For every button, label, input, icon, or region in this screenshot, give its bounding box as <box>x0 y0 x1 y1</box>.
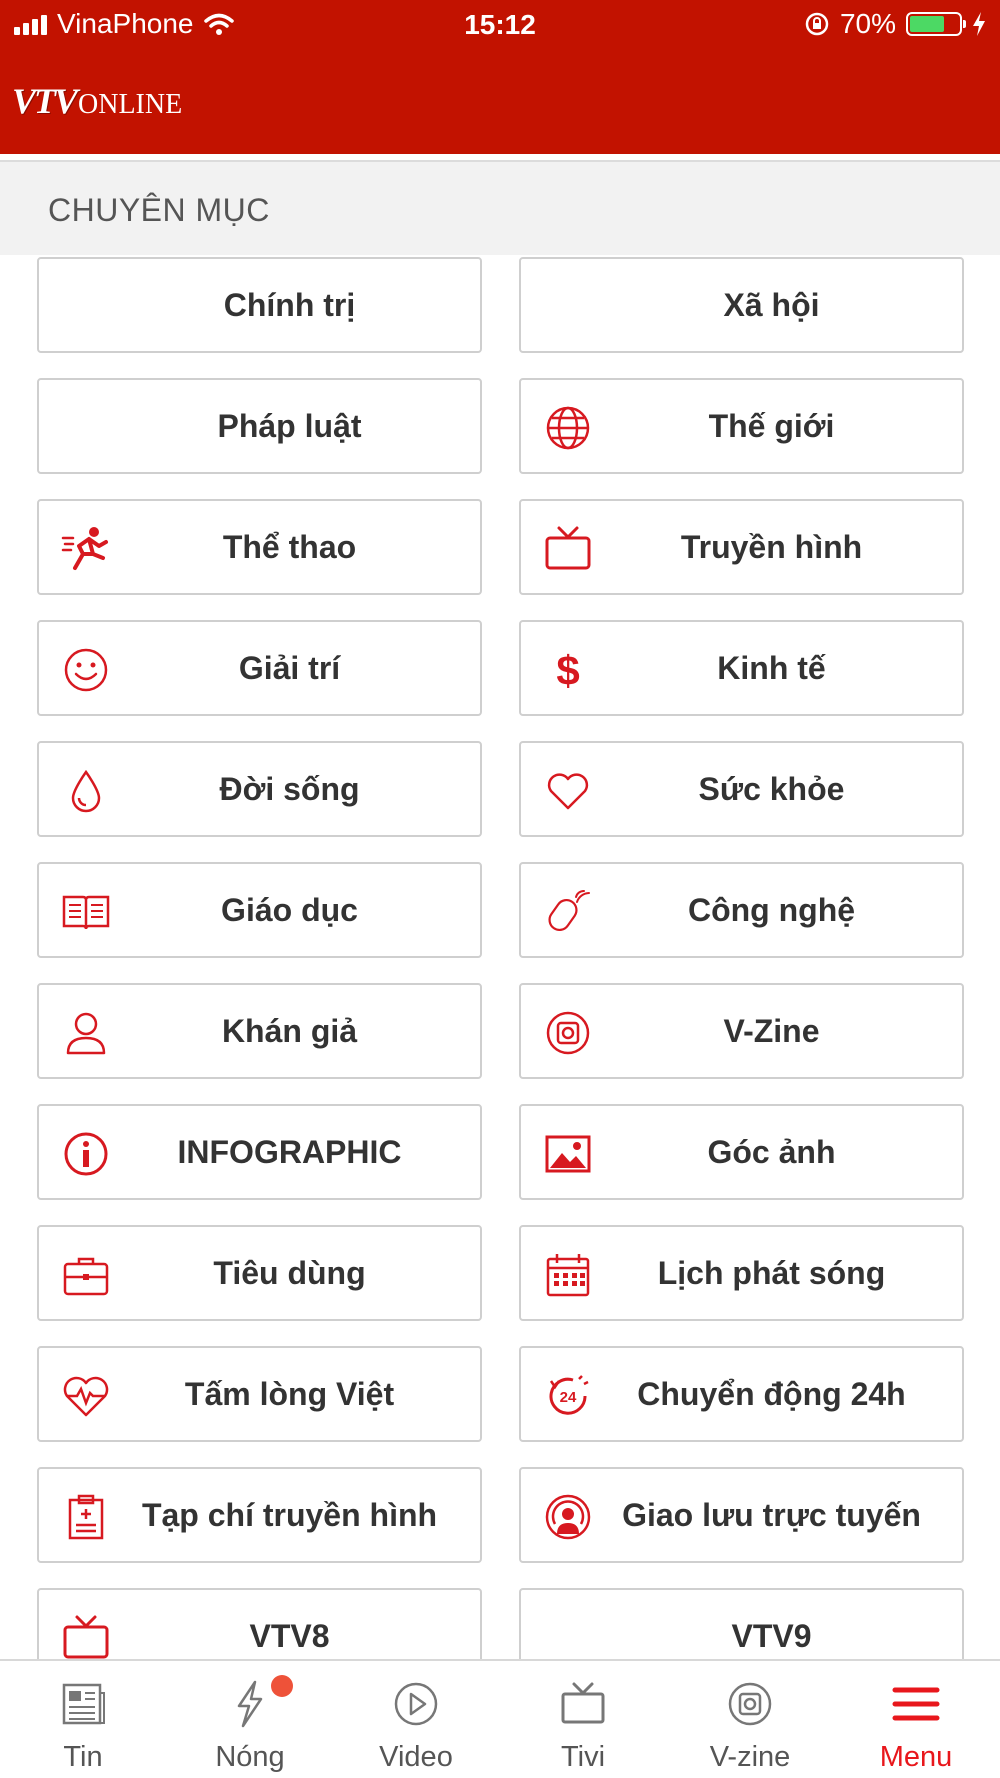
category-button[interactable] <box>37 983 482 1079</box>
category-button[interactable] <box>519 378 964 474</box>
category-label: V-Zine <box>723 1012 820 1049</box>
category-button[interactable] <box>519 1588 964 1659</box>
category-button[interactable] <box>519 862 964 958</box>
clipboard-icon <box>61 1492 111 1542</box>
rotation-lock-icon <box>804 11 830 37</box>
category-label: Tạp chí truyền hình <box>141 1496 438 1533</box>
category-label: Đời sống <box>219 770 360 807</box>
logo-mark: VTV <box>12 81 77 121</box>
category-button[interactable] <box>37 1588 482 1659</box>
category-label: Lịch phát sóng <box>657 1254 886 1291</box>
status-bar <box>0 0 1000 50</box>
category-button[interactable] <box>37 862 482 958</box>
section-title: CHUYÊN MỤC <box>48 192 270 228</box>
category-label: Truyền hình <box>680 528 863 565</box>
tab-label: Menu <box>879 1741 953 1773</box>
category-button[interactable] <box>37 499 482 595</box>
tab-menu[interactable] <box>833 1661 999 1778</box>
category-button[interactable] <box>37 1104 482 1200</box>
heart-icon <box>543 766 593 816</box>
category-label: Giải trí <box>238 649 341 686</box>
category-label: Giao lưu trực tuyến <box>622 1496 921 1533</box>
tab-tin[interactable] <box>0 1661 166 1778</box>
vzine-icon <box>543 1008 593 1058</box>
tab-label: Nóng <box>215 1741 285 1773</box>
battery-icon <box>906 12 962 36</box>
svg-text:24: 24 <box>559 1389 577 1406</box>
tab-nóng[interactable] <box>167 1661 333 1778</box>
newspaper-icon <box>58 1679 108 1729</box>
category-button[interactable] <box>519 620 964 716</box>
tab-label: V-zine <box>709 1741 791 1773</box>
category-label: VTV9 <box>731 1617 812 1654</box>
category-button[interactable] <box>37 741 482 837</box>
category-label: Thế giới <box>708 407 835 444</box>
app-header <box>0 0 1000 154</box>
tv-icon <box>543 524 593 574</box>
broadcast-icon <box>543 1492 593 1542</box>
carrier-name: VinaPhone <box>57 8 194 39</box>
play-icon <box>391 1679 441 1729</box>
category-grid <box>0 257 1000 1659</box>
clock: 15:12 <box>464 9 536 40</box>
clock24-icon <box>543 1371 593 1421</box>
logo-text: ONLINE <box>78 89 183 120</box>
tab-label: Video <box>379 1741 453 1773</box>
notification-badge <box>271 1675 293 1697</box>
category-label: Khán giả <box>221 1012 358 1049</box>
charging-icon <box>972 12 986 36</box>
category-label: Kinh tế <box>717 649 826 686</box>
category-label: Thể thao <box>222 528 357 565</box>
category-label: Công nghệ <box>687 891 856 928</box>
category-label: VTV8 <box>249 1617 330 1654</box>
category-label: Tiêu dùng <box>213 1254 366 1291</box>
bottom-tab-bar <box>0 1659 1000 1778</box>
runner-icon <box>61 524 111 574</box>
category-label: Tấm lòng Việt <box>184 1375 395 1412</box>
globe-icon <box>543 403 593 453</box>
tv-icon <box>61 1613 111 1659</box>
category-label: INFOGRAPHIC <box>177 1133 402 1170</box>
category-button[interactable] <box>37 620 482 716</box>
dollar-icon <box>543 645 593 695</box>
info-icon <box>61 1129 111 1179</box>
tab-label: Tivi <box>560 1741 606 1773</box>
image-icon <box>543 1129 593 1179</box>
category-label: Góc ảnh <box>707 1133 836 1170</box>
category-button[interactable] <box>37 1225 482 1321</box>
category-label: Pháp luật <box>217 407 362 444</box>
category-button[interactable] <box>519 741 964 837</box>
category-button[interactable] <box>519 1467 964 1563</box>
user-icon <box>61 1008 111 1058</box>
vtv-online-logo[interactable] <box>12 80 182 122</box>
category-button[interactable] <box>519 1225 964 1321</box>
category-label: Xã hội <box>723 286 820 323</box>
category-label: Chính trị <box>223 286 356 323</box>
mouse-icon <box>543 887 593 937</box>
drop-icon <box>61 766 111 816</box>
lightning-icon <box>225 1679 275 1729</box>
smiley-icon <box>61 645 111 695</box>
category-button[interactable] <box>519 1104 964 1200</box>
book-icon <box>61 887 111 937</box>
category-button[interactable] <box>37 1346 482 1442</box>
section-header <box>0 160 1000 255</box>
tab-tivi[interactable] <box>500 1661 666 1778</box>
category-button[interactable] <box>519 499 964 595</box>
tab-label: Tin <box>63 1741 103 1773</box>
category-button[interactable] <box>519 257 964 353</box>
svg-text:$: $ <box>556 647 580 694</box>
category-button[interactable] <box>519 983 964 1079</box>
menu-icon <box>891 1679 941 1729</box>
heartbeat-icon <box>61 1371 111 1421</box>
category-button[interactable] <box>37 378 482 474</box>
battery-percent: 70% <box>839 8 896 39</box>
vzine-icon <box>725 1679 775 1729</box>
tab-v-zine[interactable] <box>667 1661 833 1778</box>
tv-icon <box>558 1679 608 1729</box>
category-button[interactable] <box>37 1467 482 1563</box>
calendar-icon <box>543 1250 593 1300</box>
category-label: Chuyển động 24h <box>637 1375 906 1412</box>
briefcase-icon <box>61 1250 111 1300</box>
category-label: Sức khỏe <box>698 770 845 807</box>
tab-video[interactable] <box>333 1661 499 1778</box>
category-button[interactable] <box>37 257 482 353</box>
category-button[interactable] <box>519 1346 964 1442</box>
category-label: Giáo dục <box>221 891 358 928</box>
